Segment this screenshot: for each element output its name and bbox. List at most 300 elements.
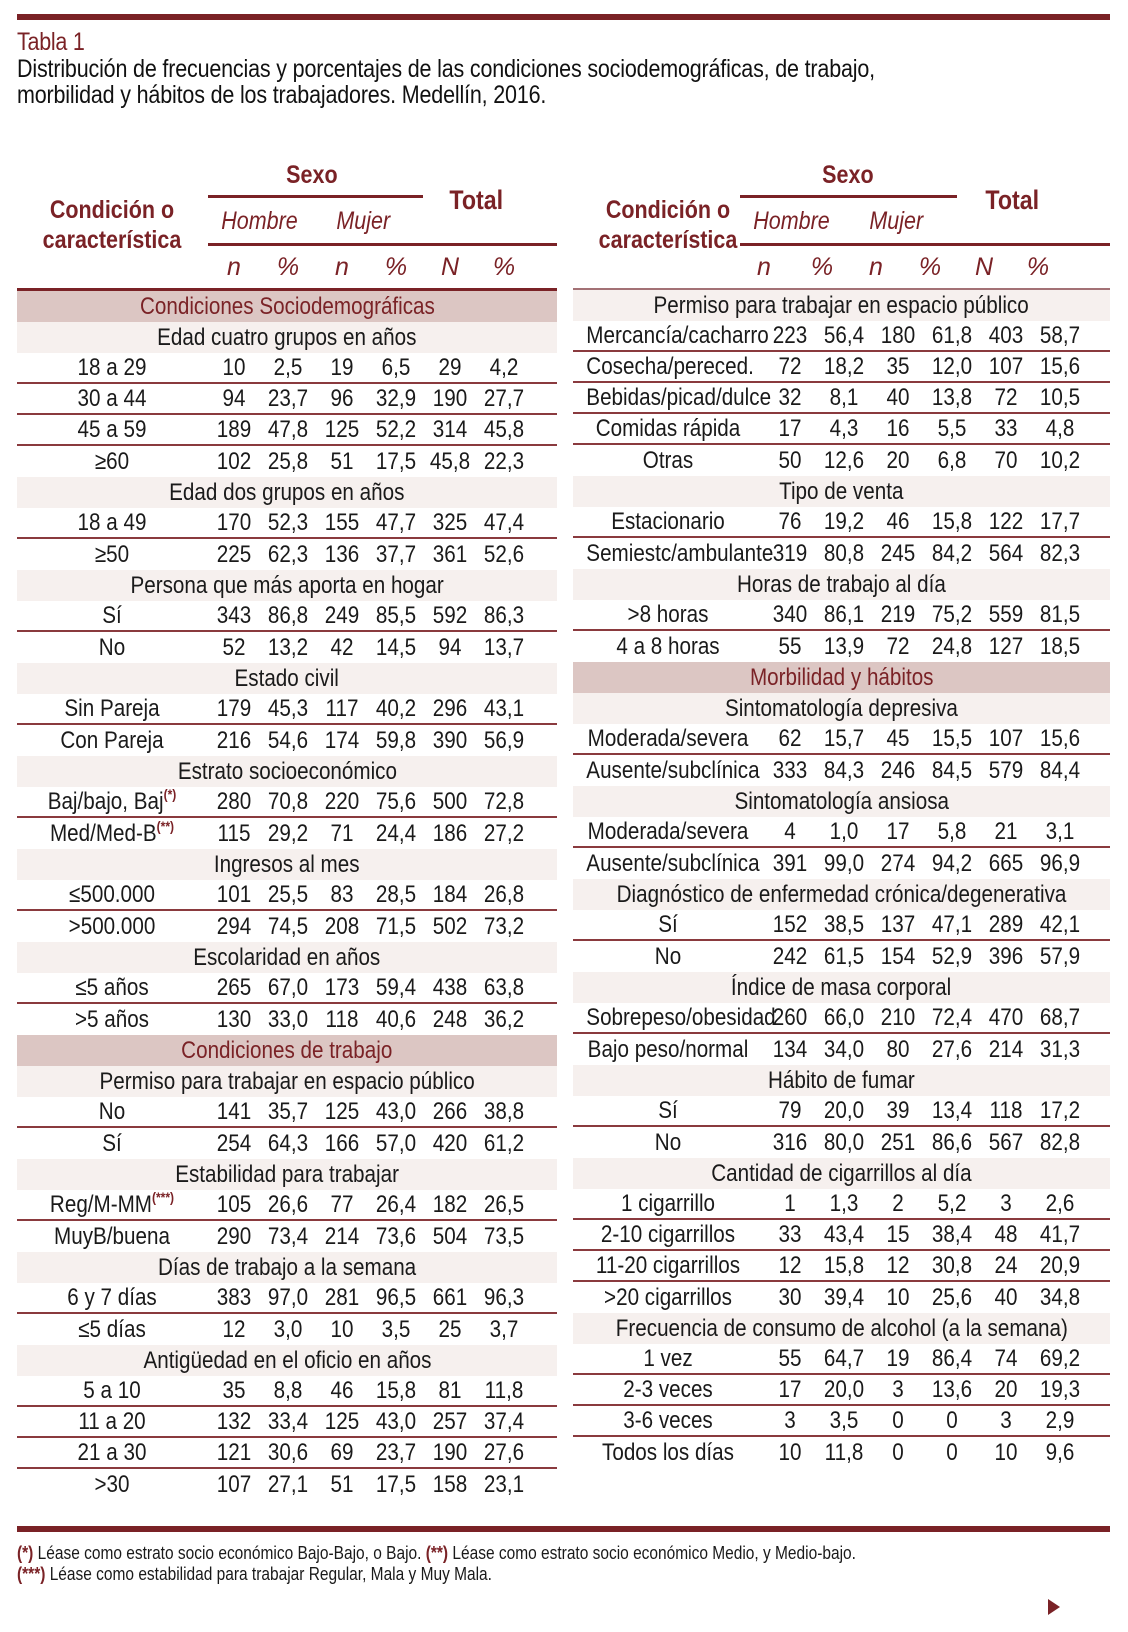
cell-value: 245: [880, 539, 916, 567]
row-label: [586, 911, 749, 939]
cell-value: 81: [438, 1376, 462, 1404]
cell-value: 84,5: [931, 756, 973, 784]
cell-value: 396: [988, 942, 1024, 970]
cell-value: 13,8: [931, 383, 973, 411]
cell-value: 26,5: [483, 1190, 525, 1218]
cell-value: 10: [994, 1438, 1018, 1466]
cell-value: 13,2: [267, 633, 309, 661]
cell-value: 1,0: [829, 817, 859, 845]
table-row: [573, 724, 1110, 755]
row-label-text: Semiestc/ambulante: [586, 539, 774, 567]
cell-value: 107: [988, 724, 1024, 752]
subheader-row: [17, 663, 557, 694]
row-label-text: Comidas rápida: [595, 414, 741, 442]
row-label: [30, 1188, 193, 1219]
cell-value: 186: [432, 819, 468, 847]
cell-value: 314: [432, 415, 468, 443]
cell-value: 45,8: [429, 447, 471, 475]
row-label: [30, 1439, 193, 1467]
cell-value: 72: [886, 632, 910, 660]
row-label-text: 5 a 10: [83, 1376, 141, 1404]
cell-value: 71: [330, 819, 354, 847]
row-label: [586, 1407, 749, 1435]
cell-value: 107: [988, 352, 1024, 380]
cell-value: 72,8: [483, 787, 525, 815]
cell-value: 25,8: [267, 447, 309, 475]
cell-value: 57,0: [375, 1129, 417, 1157]
cell-value: 4,3: [829, 414, 859, 442]
cell-value: 665: [988, 849, 1024, 877]
cell-value: 125: [324, 1097, 360, 1125]
table-row: [17, 725, 557, 756]
cell-value: 35: [886, 352, 910, 380]
cell-value: 208: [324, 912, 360, 940]
cell-value: 20,9: [1039, 1251, 1081, 1279]
row-label: [30, 727, 193, 755]
cell-value: 174: [324, 726, 360, 754]
cell-value: 125: [324, 415, 360, 443]
cell-value: 190: [432, 1438, 468, 1466]
cell-value: 8,8: [273, 1376, 303, 1404]
cell-value: 182: [432, 1190, 468, 1218]
row-label-text: 11 a 20: [78, 1407, 146, 1435]
table-row: [573, 941, 1110, 972]
cell-value: 6,5: [381, 353, 411, 381]
row-label: [30, 509, 193, 537]
subheader: Días de trabajo a la semana: [157, 1253, 417, 1281]
cell-value: 257: [432, 1407, 468, 1435]
cell-value: 15,8: [931, 507, 973, 535]
cell-value: 19,2: [823, 507, 865, 535]
row-label-text: Otras: [642, 446, 694, 474]
row-label-text: No: [654, 942, 682, 970]
cell-value: 0: [946, 1406, 958, 1434]
cell-value: 214: [324, 1222, 360, 1250]
row-label: [586, 1190, 749, 1218]
row-label: [586, 943, 749, 971]
row-label-text: >5 años: [74, 1005, 150, 1033]
cell-value: 34,0: [823, 1035, 865, 1063]
row-label-text: Sí: [102, 1129, 122, 1157]
row-label-text: No: [98, 1097, 126, 1125]
cell-value: 27,6: [483, 1438, 525, 1466]
cell-value: 59,8: [375, 726, 417, 754]
cell-value: 280: [216, 787, 252, 815]
cell-value: 502: [432, 912, 468, 940]
cell-value: 118: [989, 1096, 1023, 1124]
cell-value: 80: [886, 1035, 910, 1063]
caption-line: morbilidad y hábitos de los trabajadores. Medellín, 2016.: [17, 81, 547, 109]
cell-value: 55: [778, 632, 802, 660]
cell-value: 10: [778, 1438, 802, 1466]
col-header: n: [227, 253, 241, 281]
sexo-rule: [208, 195, 423, 198]
row-label: [30, 385, 193, 413]
cell-value: 216: [216, 726, 252, 754]
cell-value: 39: [886, 1096, 910, 1124]
cell-value: 52,9: [931, 942, 973, 970]
row-label: [586, 633, 749, 661]
row-label-text: 1 vez: [643, 1344, 693, 1372]
table-row: [573, 414, 1110, 445]
cell-value: 96,5: [375, 1283, 417, 1311]
cell-value: 82,8: [1039, 1128, 1081, 1156]
cell-value: 19: [886, 1344, 910, 1372]
cell-value: 6,8: [937, 446, 967, 474]
table-row: [573, 1034, 1110, 1065]
cell-value: 30,6: [267, 1438, 309, 1466]
cell-value: 170: [216, 508, 252, 536]
cell-value: 121: [216, 1438, 252, 1466]
row-label: [586, 1376, 749, 1404]
cell-value: 57,9: [1039, 942, 1081, 970]
row-label-text: 45 a 59: [77, 415, 147, 443]
cell-value: 86,1: [823, 600, 865, 628]
table-body: [17, 288, 557, 1500]
cell-value: 101: [216, 880, 252, 908]
cell-value: 58,7: [1039, 321, 1081, 349]
cell-value: 17,2: [1039, 1096, 1081, 1124]
cell-value: 31,3: [1039, 1035, 1081, 1063]
row-label-text: Bebidas/picad/dulce: [586, 383, 772, 411]
mujer-header: Mujer: [336, 207, 391, 235]
col-header: N: [974, 253, 994, 281]
cell-value: 71,5: [375, 912, 417, 940]
cell-value: 15,6: [1039, 352, 1081, 380]
cell-value: 30,8: [931, 1251, 973, 1279]
cell-value: 15: [886, 1220, 910, 1248]
cell-value: 25: [438, 1315, 462, 1343]
table-row: [573, 817, 1110, 848]
condition-header: [586, 195, 749, 255]
subheader-row: [17, 322, 557, 353]
cell-value: 294: [216, 912, 252, 940]
cell-value: 1: [784, 1189, 796, 1217]
row-label-text: Ausente/subclínica: [586, 849, 760, 877]
row-label-text: Bajo peso/normal: [587, 1035, 749, 1063]
table-row: [17, 539, 557, 570]
cell-value: 32,9: [375, 384, 417, 412]
cell-value: 564: [988, 539, 1024, 567]
table-row: [17, 1283, 557, 1314]
cell-value: 38,5: [823, 910, 865, 938]
cell-value: 20,0: [823, 1096, 865, 1124]
subheader: Frecuencia de consumo de alcohol (a la semana): [615, 1314, 1068, 1342]
cell-value: 567: [988, 1128, 1024, 1156]
subheader: Estado civil: [234, 664, 340, 692]
cell-value: 340: [772, 600, 808, 628]
cell-value: 15,5: [931, 724, 973, 752]
row-label-text: Sí: [658, 1096, 678, 1124]
cell-value: 17,5: [375, 447, 417, 475]
row-label: [30, 1223, 193, 1251]
cell-value: 2,5: [273, 353, 303, 381]
cell-value: 70: [994, 446, 1018, 474]
cell-value: 10,2: [1039, 446, 1081, 474]
row-label-text: >20 cigarrillos: [604, 1283, 732, 1311]
cell-value: 15,8: [375, 1376, 417, 1404]
table-row: [573, 848, 1110, 879]
cell-value: 403: [988, 321, 1024, 349]
footnote-text: Léase como estrato socio económico Medio, y Medio-bajo.: [448, 1543, 856, 1563]
cell-value: 23,7: [267, 384, 309, 412]
cell-value: 249: [324, 601, 360, 629]
cell-value: 18,5: [1039, 632, 1081, 660]
cell-value: 73,4: [267, 1222, 309, 1250]
cell-value: 3,1: [1045, 817, 1075, 845]
cell-value: 42,1: [1039, 910, 1081, 938]
row-label-text: ≥50: [94, 540, 130, 568]
table-row: [573, 507, 1110, 538]
cell-value: 61,2: [483, 1129, 525, 1157]
table-row: [573, 352, 1110, 383]
subheader-rule: [740, 243, 1110, 246]
hombre-header: Hombre: [221, 207, 298, 235]
row-label-text: Moderada/severa: [587, 724, 749, 752]
cell-value: 64,3: [267, 1129, 309, 1157]
row-label-text: No: [98, 633, 126, 661]
cell-value: 84,4: [1039, 756, 1081, 784]
cell-value: 74: [994, 1344, 1018, 1372]
cell-value: 12: [222, 1315, 246, 1343]
cell-value: 2: [892, 1189, 904, 1217]
cell-value: 8,1: [829, 383, 859, 411]
cell-value: 33: [994, 414, 1018, 442]
row-label: [586, 415, 749, 443]
cell-value: 26,4: [375, 1190, 417, 1218]
cell-value: 274: [880, 849, 916, 877]
condition-header: [30, 195, 193, 255]
cell-value: 281: [324, 1283, 360, 1311]
play-arrow-icon[interactable]: [1048, 1599, 1060, 1615]
cell-value: 27,6: [931, 1035, 973, 1063]
cell-value: 77: [330, 1190, 354, 1218]
cell-value: 45,3: [267, 694, 309, 722]
cell-value: 74,5: [267, 912, 309, 940]
cell-value: 251: [880, 1128, 916, 1156]
table-row: [573, 1437, 1110, 1468]
cell-value: 38,4: [931, 1220, 973, 1248]
table-row: [17, 973, 557, 1004]
cell-value: 75,6: [375, 787, 417, 815]
cell-value: 504: [432, 1222, 468, 1250]
row-label-text: >30: [94, 1470, 130, 1498]
cell-value: 80,0: [823, 1128, 865, 1156]
cell-value: 41,7: [1039, 1220, 1081, 1248]
subheader-row: [573, 879, 1110, 910]
cell-value: 155: [324, 508, 360, 536]
row-label: [30, 1471, 193, 1499]
section-header-row: [573, 662, 1110, 693]
sexo-rule: [740, 195, 957, 198]
left-table: [17, 155, 557, 1500]
table-row: [573, 631, 1110, 662]
subheader-row: [573, 1313, 1110, 1344]
cell-value: 173: [324, 973, 360, 1001]
cell-value: 343: [216, 601, 252, 629]
cell-value: 45: [886, 724, 910, 752]
table-row: [17, 1097, 557, 1128]
col-header: %: [810, 253, 834, 281]
cell-value: 12,6: [823, 446, 865, 474]
cell-value: 46: [330, 1376, 354, 1404]
cell-value: 23,1: [483, 1470, 525, 1498]
subheader-row: [17, 849, 557, 880]
subheader-row: [17, 1066, 557, 1097]
sexo-header: Sexo: [822, 161, 874, 189]
row-label: [586, 818, 749, 846]
table-row: [17, 632, 557, 663]
cell-value: 152: [772, 910, 808, 938]
row-label: [30, 1098, 193, 1126]
table-row: [573, 1189, 1110, 1220]
cell-value: 3,7: [489, 1315, 519, 1343]
cell-value: 105: [216, 1190, 252, 1218]
cell-value: 4,8: [1045, 414, 1075, 442]
cell-value: 3: [892, 1375, 904, 1403]
subheader: Edad cuatro grupos en años: [157, 323, 417, 351]
row-label-text: ≥60: [94, 447, 130, 475]
subheader: Antigüedad en el oficio en años: [142, 1346, 432, 1374]
cell-value: 62,3: [267, 540, 309, 568]
cell-value: 316: [772, 1128, 808, 1156]
cell-value: 59,4: [375, 973, 417, 1001]
cell-value: 75,2: [931, 600, 973, 628]
cell-value: 26,6: [267, 1190, 309, 1218]
cell-value: 67,0: [267, 973, 309, 1001]
table-title: Tabla 1: [17, 28, 85, 56]
subheader-row: [17, 756, 557, 787]
row-label-text: Mercancía/cacharro: [586, 321, 769, 349]
table-row: [573, 1127, 1110, 1158]
cell-value: 20,0: [823, 1375, 865, 1403]
cell-value: 96: [330, 384, 354, 412]
row-label: [30, 913, 193, 941]
row-label: [586, 601, 749, 629]
cell-value: 180: [880, 321, 916, 349]
row-label: [30, 974, 193, 1002]
cell-value: 500: [432, 787, 468, 815]
row-label: [586, 383, 772, 412]
cell-value: 19,3: [1039, 1375, 1081, 1403]
row-label-text: 11-20 cigarrillos: [595, 1251, 741, 1279]
cell-value: 5,5: [937, 414, 967, 442]
row-label: [30, 1130, 193, 1158]
cell-value: 18,2: [823, 352, 865, 380]
cell-value: 86,3: [483, 601, 525, 629]
cell-value: 66,0: [823, 1003, 865, 1031]
cell-value: 69: [330, 1438, 354, 1466]
cell-value: 35,7: [267, 1097, 309, 1125]
row-label: [30, 1408, 193, 1436]
footnotes: [17, 1543, 1101, 1585]
cell-value: 289: [988, 910, 1024, 938]
cell-value: 61,5: [823, 942, 865, 970]
cell-value: 3,5: [829, 1406, 859, 1434]
row-label: [586, 1252, 749, 1280]
row-label: [30, 541, 193, 569]
cell-value: 559: [988, 600, 1024, 628]
cell-value: 30: [778, 1283, 802, 1311]
cell-value: 17: [778, 414, 802, 442]
cell-value: 56,9: [483, 726, 525, 754]
row-label: [586, 539, 774, 568]
cell-value: 48: [994, 1220, 1018, 1248]
cell-value: 47,1: [931, 910, 973, 938]
row-label: [30, 695, 193, 723]
cell-value: 33,0: [267, 1005, 309, 1033]
cell-value: 40: [886, 383, 910, 411]
cell-value: 33: [778, 1220, 802, 1248]
row-label: [30, 1006, 193, 1034]
cell-value: 40,6: [375, 1005, 417, 1033]
row-label-text: Med/Med-B: [49, 819, 157, 847]
table-body: [573, 288, 1110, 1468]
subheader-row: [573, 693, 1110, 724]
cell-value: 117: [325, 694, 359, 722]
col-header: %: [918, 253, 942, 281]
section-header-row: [17, 1035, 557, 1066]
cell-value: 94,2: [931, 849, 973, 877]
row-label-text: 21 a 30: [77, 1438, 147, 1466]
row-label: [30, 1316, 193, 1344]
cell-value: 12,0: [931, 352, 973, 380]
section-header: Condiciones Sociodemográficas: [139, 292, 435, 320]
cell-value: 102: [216, 447, 252, 475]
table-row: [17, 1221, 557, 1252]
cell-value: 32: [778, 383, 802, 411]
cell-value: 38,8: [483, 1097, 525, 1125]
cell-value: 158: [432, 1470, 468, 1498]
cell-value: 19: [330, 353, 354, 381]
cell-value: 266: [432, 1097, 468, 1125]
subheader: Estabilidad para trabajar: [175, 1160, 399, 1188]
cell-value: 3,0: [273, 1315, 303, 1343]
footnote-marker: (***): [151, 1188, 175, 1205]
cell-value: 37,4: [483, 1407, 525, 1435]
section-header: Condiciones de trabajo: [181, 1036, 393, 1064]
table-header: [573, 155, 1110, 288]
cell-value: 141: [216, 1097, 252, 1125]
cell-value: 64,7: [823, 1344, 865, 1372]
row-label: [30, 448, 193, 476]
cell-value: 22,3: [483, 447, 525, 475]
cell-value: 13,7: [483, 633, 525, 661]
cell-value: 13,6: [931, 1375, 973, 1403]
row-label: [586, 321, 769, 350]
cell-value: 24,4: [375, 819, 417, 847]
cell-value: 47,7: [375, 508, 417, 536]
row-label: [586, 1003, 776, 1032]
cell-value: 0: [892, 1438, 904, 1466]
footnote-line: [17, 1543, 1101, 1564]
cell-value: 2,6: [1045, 1189, 1075, 1217]
cell-value: 76: [778, 507, 802, 535]
row-label: [30, 634, 193, 662]
condition-header-line: característica: [42, 226, 182, 254]
cell-value: 15,7: [823, 724, 865, 752]
row-label: [586, 1439, 749, 1467]
cell-value: 37,7: [375, 540, 417, 568]
cell-value: 43,0: [375, 1407, 417, 1435]
row-label: [586, 1345, 749, 1373]
row-label-text: 3-6 veces: [623, 1406, 713, 1434]
cell-value: 21: [994, 817, 1018, 845]
subheader-row: [573, 476, 1110, 507]
subheader: Ingresos al mes: [214, 850, 360, 878]
cell-value: 118: [325, 1005, 359, 1033]
cell-value: 210: [880, 1003, 916, 1031]
